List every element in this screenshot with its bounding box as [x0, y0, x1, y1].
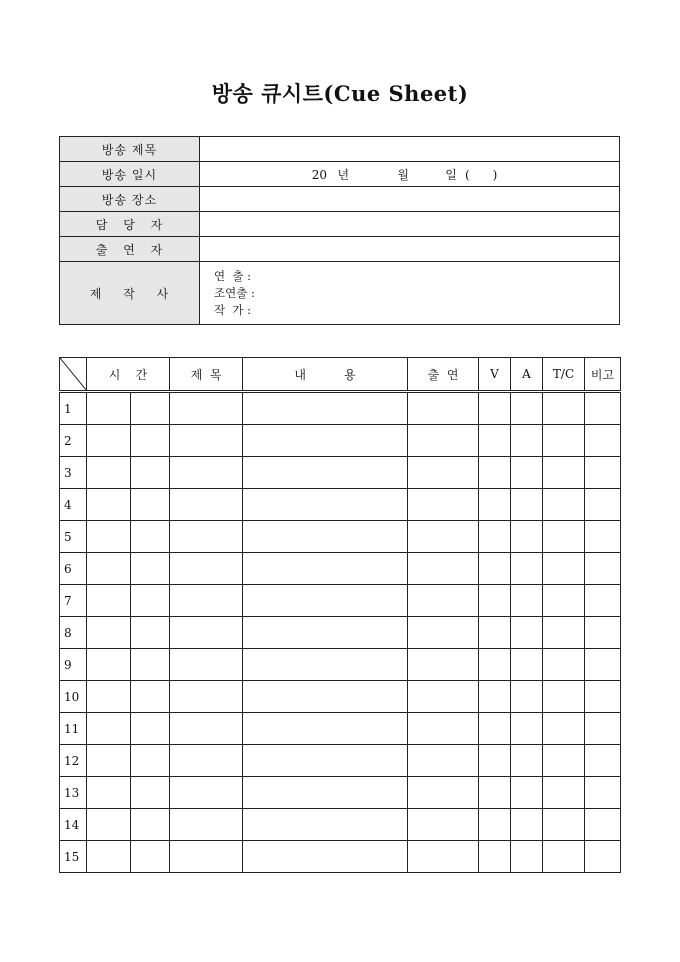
header-content: 내 용 — [243, 358, 408, 392]
cue-row-number: 6 — [60, 553, 87, 585]
tc-cell[interactable] — [543, 457, 585, 489]
cue-row-number: 1 — [60, 392, 87, 425]
remarks-cell[interactable] — [585, 809, 621, 841]
remarks-cell[interactable] — [585, 457, 621, 489]
cue-row — [60, 585, 621, 617]
cue-row-number: 4 — [60, 489, 87, 521]
content-cell[interactable] — [243, 777, 408, 809]
time-end-cell[interactable] — [131, 585, 170, 617]
time-start-cell[interactable] — [87, 841, 131, 873]
cue-row — [60, 841, 621, 873]
content-cell[interactable] — [243, 585, 408, 617]
remarks-cell[interactable] — [585, 521, 621, 553]
time-start-cell[interactable] — [87, 713, 131, 745]
broadcast-info-table — [59, 136, 620, 325]
header-time: 시 간 — [87, 358, 170, 392]
person-in-charge-label — [60, 212, 200, 237]
cast-cell[interactable] — [408, 617, 479, 649]
time-end-cell[interactable] — [131, 521, 170, 553]
time-start-cell[interactable] — [87, 809, 131, 841]
credit-director: 연 출 : — [214, 268, 252, 283]
cue-row-number: 11 — [60, 713, 87, 745]
tc-cell[interactable] — [543, 617, 585, 649]
tc-cell[interactable] — [543, 777, 585, 809]
broadcast-date-label-text: 방송 일시 — [101, 167, 158, 182]
time-end-cell[interactable] — [131, 553, 170, 585]
video-cell[interactable] — [479, 553, 511, 585]
tc-cell[interactable] — [543, 681, 585, 713]
cast-cell[interactable] — [408, 521, 479, 553]
remarks-cell[interactable] — [585, 392, 621, 425]
content-cell[interactable] — [243, 457, 408, 489]
audio-cell[interactable] — [511, 521, 543, 553]
title-cell[interactable] — [170, 745, 243, 777]
audio-cell[interactable] — [511, 841, 543, 873]
audio-cell[interactable] — [511, 681, 543, 713]
time-end-cell[interactable] — [131, 713, 170, 745]
content-cell[interactable] — [243, 521, 408, 553]
broadcast-date-template — [312, 166, 498, 183]
remarks-cell[interactable] — [585, 713, 621, 745]
tc-cell[interactable] — [543, 745, 585, 777]
credit-assistant-director: 조연출 : — [214, 285, 255, 300]
remarks-cell[interactable] — [585, 841, 621, 873]
video-cell[interactable] — [479, 777, 511, 809]
audio-cell[interactable] — [511, 392, 543, 425]
time-start-cell[interactable] — [87, 392, 131, 425]
remarks-cell[interactable] — [585, 617, 621, 649]
video-cell[interactable] — [479, 457, 511, 489]
production-label-text: 제 작 사 — [89, 286, 170, 301]
audio-cell[interactable] — [511, 617, 543, 649]
credit-writer: 작 가 : — [214, 302, 252, 317]
date-year-unit: 년 — [337, 167, 350, 182]
cue-row — [60, 713, 621, 745]
time-start-cell[interactable] — [87, 457, 131, 489]
tc-cell[interactable] — [543, 521, 585, 553]
audio-cell[interactable] — [511, 457, 543, 489]
time-end-cell[interactable] — [131, 457, 170, 489]
cue-row — [60, 777, 621, 809]
audio-cell[interactable] — [511, 489, 543, 521]
time-start-cell[interactable] — [87, 649, 131, 681]
audio-cell[interactable] — [511, 809, 543, 841]
time-start-cell[interactable] — [87, 681, 131, 713]
time-start-cell[interactable] — [87, 489, 131, 521]
cue-row-number: 5 — [60, 521, 87, 553]
info-row-broadcast-date — [60, 162, 620, 187]
audio-cell[interactable] — [511, 585, 543, 617]
time-end-cell[interactable] — [131, 745, 170, 777]
date-month-unit: 월 — [397, 167, 409, 182]
cast-cell[interactable] — [408, 553, 479, 585]
content-cell[interactable] — [243, 713, 408, 745]
tc-cell[interactable] — [543, 713, 585, 745]
audio-cell[interactable] — [511, 713, 543, 745]
video-cell[interactable] — [479, 425, 511, 457]
title-cell[interactable] — [170, 681, 243, 713]
cue-row-number: 8 — [60, 617, 87, 649]
time-end-cell[interactable] — [131, 681, 170, 713]
video-cell[interactable] — [479, 649, 511, 681]
audio-cell[interactable] — [511, 745, 543, 777]
cue-row — [60, 649, 621, 681]
title-cell[interactable] — [170, 777, 243, 809]
remarks-cell[interactable] — [585, 553, 621, 585]
header-remarks: 비고 — [585, 358, 621, 392]
video-cell[interactable] — [479, 585, 511, 617]
cast-cell[interactable] — [408, 457, 479, 489]
cue-row — [60, 553, 621, 585]
program-title-label-text: 방송 제목 — [101, 142, 158, 157]
time-end-cell[interactable] — [131, 617, 170, 649]
cue-row — [60, 425, 621, 457]
cast-cell[interactable] — [408, 777, 479, 809]
remarks-cell[interactable] — [585, 425, 621, 457]
audio-cell[interactable] — [511, 425, 543, 457]
time-end-cell[interactable] — [131, 489, 170, 521]
cast-cell[interactable] — [408, 809, 479, 841]
cue-row-number: 2 — [60, 425, 87, 457]
cue-row — [60, 809, 621, 841]
cue-row — [60, 745, 621, 777]
header-video: V — [479, 358, 511, 392]
title-cell[interactable] — [170, 713, 243, 745]
video-cell[interactable] — [479, 392, 511, 425]
cast-cell[interactable] — [408, 841, 479, 873]
cast-cell[interactable] — [408, 713, 479, 745]
time-start-cell[interactable] — [87, 585, 131, 617]
program-title-label — [60, 137, 200, 162]
time-end-cell[interactable] — [131, 777, 170, 809]
content-cell[interactable] — [243, 489, 408, 521]
location-label — [60, 187, 200, 212]
diagonal-line-icon — [60, 358, 87, 391]
broadcast-date-label — [60, 162, 200, 187]
content-cell[interactable] — [243, 649, 408, 681]
title-cell[interactable] — [170, 617, 243, 649]
cast-cell[interactable] — [408, 425, 479, 457]
person-in-charge-label-text: 담 당 자 — [95, 217, 164, 232]
cue-row-number: 14 — [60, 809, 87, 841]
audio-cell[interactable] — [511, 553, 543, 585]
cue-row — [60, 489, 621, 521]
cast-cell[interactable] — [408, 585, 479, 617]
remarks-cell[interactable] — [585, 745, 621, 777]
header-cast: 출 연 — [408, 358, 479, 392]
production-credits[interactable] — [200, 262, 620, 325]
cast-cell[interactable] — [408, 649, 479, 681]
info-row-program-title — [60, 137, 620, 162]
tc-cell[interactable] — [543, 585, 585, 617]
tc-cell[interactable] — [543, 489, 585, 521]
time-end-cell[interactable] — [131, 809, 170, 841]
time-start-cell[interactable] — [87, 425, 131, 457]
header-title: 제 목 — [170, 358, 243, 392]
cast-cell[interactable] — [408, 489, 479, 521]
cue-row — [60, 521, 621, 553]
cue-row-number: 12 — [60, 745, 87, 777]
broadcast-date-field[interactable] — [200, 162, 620, 187]
time-start-cell[interactable] — [87, 777, 131, 809]
time-end-cell[interactable] — [131, 649, 170, 681]
tc-cell[interactable] — [543, 841, 585, 873]
corner-diagonal-cell — [60, 358, 87, 392]
location-field[interactable] — [200, 187, 620, 212]
title-cell[interactable] — [170, 841, 243, 873]
cue-row-number: 13 — [60, 777, 87, 809]
content-cell[interactable] — [243, 745, 408, 777]
cue-row — [60, 617, 621, 649]
cast-cell[interactable] — [408, 681, 479, 713]
cast-label-text: 출 연 자 — [95, 242, 164, 257]
info-row-cast — [60, 237, 620, 262]
remarks-cell[interactable] — [585, 777, 621, 809]
cue-row-number: 3 — [60, 457, 87, 489]
remarks-cell[interactable] — [585, 649, 621, 681]
production-label — [60, 262, 200, 325]
content-cell[interactable] — [243, 681, 408, 713]
header-audio: A — [511, 358, 543, 392]
date-day-unit: 일 — [445, 167, 457, 182]
content-cell[interactable] — [243, 425, 408, 457]
time-start-cell[interactable] — [87, 521, 131, 553]
cue-sheet-table — [59, 357, 621, 873]
tc-cell[interactable] — [543, 392, 585, 425]
content-cell[interactable] — [243, 392, 408, 425]
time-end-cell[interactable] — [131, 392, 170, 425]
tc-cell[interactable] — [543, 425, 585, 457]
video-cell[interactable] — [479, 489, 511, 521]
video-cell[interactable] — [479, 521, 511, 553]
content-cell[interactable] — [243, 617, 408, 649]
date-year-prefix: 20 — [311, 167, 327, 182]
cue-row-number: 10 — [60, 681, 87, 713]
cast-cell[interactable] — [408, 745, 479, 777]
person-in-charge-field[interactable] — [200, 212, 620, 237]
title-cell[interactable] — [170, 553, 243, 585]
cue-row — [60, 681, 621, 713]
video-cell[interactable] — [479, 841, 511, 873]
video-cell[interactable] — [479, 809, 511, 841]
cue-row-number: 9 — [60, 649, 87, 681]
cast-field[interactable] — [200, 237, 620, 262]
video-cell[interactable] — [479, 681, 511, 713]
header-tc: T/C — [543, 358, 585, 392]
cue-rows — [60, 392, 621, 873]
title-cell[interactable] — [170, 649, 243, 681]
info-row-location — [60, 187, 620, 212]
cue-row-number: 15 — [60, 841, 87, 873]
title-cell[interactable] — [170, 392, 243, 425]
info-row-production — [60, 262, 620, 325]
program-title-field[interactable] — [200, 137, 620, 162]
title-cell[interactable] — [170, 521, 243, 553]
time-end-cell[interactable] — [131, 841, 170, 873]
content-cell[interactable] — [243, 809, 408, 841]
title-cell[interactable] — [170, 457, 243, 489]
cue-row-number: 7 — [60, 585, 87, 617]
title-cell[interactable] — [170, 489, 243, 521]
time-end-cell[interactable] — [131, 425, 170, 457]
audio-cell[interactable] — [511, 777, 543, 809]
video-cell[interactable] — [479, 713, 511, 745]
date-weekday: ( ) — [465, 167, 498, 182]
tc-cell[interactable] — [543, 649, 585, 681]
title-cell[interactable] — [170, 425, 243, 457]
time-start-cell[interactable] — [87, 553, 131, 585]
title-cell[interactable] — [170, 585, 243, 617]
time-start-cell[interactable] — [87, 745, 131, 777]
cue-row — [60, 457, 621, 489]
info-row-person-in-charge — [60, 212, 620, 237]
time-start-cell[interactable] — [87, 617, 131, 649]
cue-row — [60, 392, 621, 425]
video-cell[interactable] — [479, 745, 511, 777]
tc-cell[interactable] — [543, 809, 585, 841]
remarks-cell[interactable] — [585, 681, 621, 713]
cast-cell[interactable] — [408, 392, 479, 425]
audio-cell[interactable] — [511, 649, 543, 681]
remarks-cell[interactable] — [585, 585, 621, 617]
video-cell[interactable] — [479, 617, 511, 649]
document-title: 방송 큐시트(Cue Sheet) — [211, 81, 469, 106]
cue-header-row — [60, 358, 621, 392]
tc-cell[interactable] — [543, 553, 585, 585]
title-cell[interactable] — [170, 809, 243, 841]
cast-label — [60, 237, 200, 262]
content-cell[interactable] — [243, 841, 408, 873]
content-cell[interactable] — [243, 553, 408, 585]
remarks-cell[interactable] — [585, 489, 621, 521]
location-label-text: 방송 장소 — [101, 192, 158, 207]
